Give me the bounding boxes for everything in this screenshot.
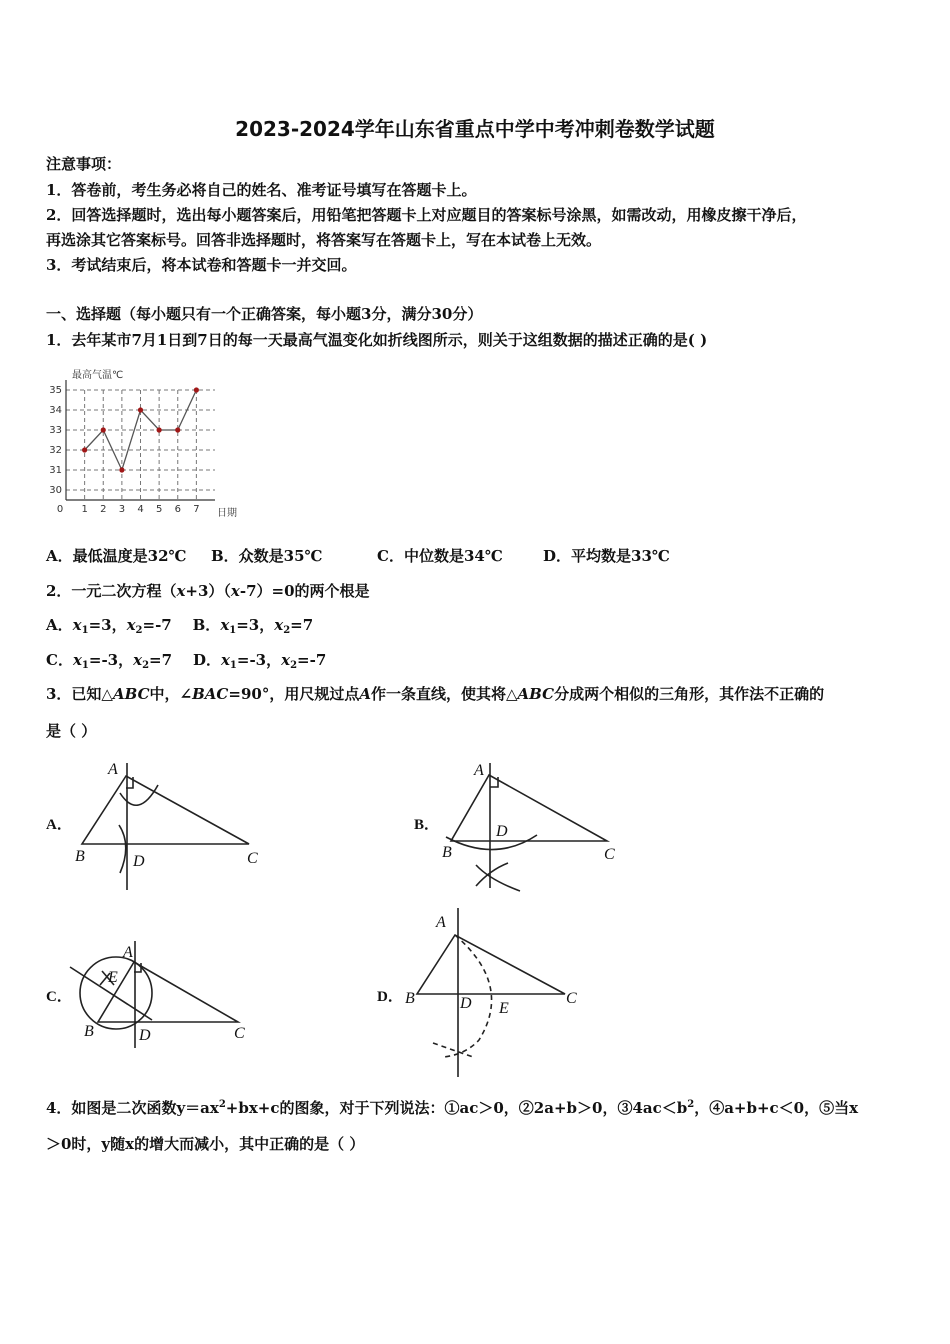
construction-arc-1 [120, 785, 158, 805]
triangle-abc [417, 935, 565, 994]
notice-item-1: 1．答卷前，考生务必将自己的姓名、准考证号填写在答题卡上。 [46, 181, 477, 199]
data-point [119, 467, 124, 472]
x-tick-label: 5 [155, 504, 163, 515]
construction-arc-3 [476, 863, 508, 886]
q3-option-b-label: B． [414, 817, 440, 833]
q3-option-a-label: A． [46, 817, 72, 833]
point-label-c: C [247, 850, 258, 867]
data-point [82, 447, 87, 452]
point-label-b: B [405, 990, 415, 1007]
triangle-abc [451, 775, 607, 841]
q3-figure-a[interactable] [40, 755, 280, 900]
q3-figure-c[interactable] [40, 935, 280, 1055]
construction-arc-2 [476, 865, 520, 891]
q2-stem: 2．一元二次方程（x+3）（x-7）=0的两个根是 [46, 582, 370, 600]
q3-figure-d[interactable] [373, 905, 613, 1085]
x-tick-label: 6 [174, 504, 181, 515]
construction-arc-2 [119, 825, 126, 873]
q2-option-d[interactable]: D．$x_1=-3$，$x_2=-7$ [192, 651, 327, 671]
point-label-c: C [234, 1025, 245, 1042]
y-tick-label: 33 [49, 425, 62, 436]
y-tick-label: 34 [49, 405, 62, 416]
q4-stem-line-1: 4．如图是二次函数$y=ax^2+bx+c$的图象，对于下列说法：①ac＞0，②2a+b＞0，$③4ac<b^2$，④a+b+c＜0，⑤当x [46, 1099, 859, 1117]
point-label-e: E [499, 1000, 509, 1017]
construction-mark [433, 1043, 473, 1057]
x-tick-label: 1 [81, 504, 88, 515]
temperature-line-chart [40, 365, 250, 525]
notice-item-3: 3．考试结束后，将本试卷和答题卡一并交回。 [46, 256, 357, 274]
triangle-abc [82, 776, 249, 844]
point-label-a: A [474, 762, 484, 779]
section-heading: 一、选择题（每小题只有一个正确答案，每小题3分，满分30分） [46, 305, 483, 323]
x-tick-label: 3 [118, 504, 126, 515]
y-tick-label: 32 [49, 445, 62, 456]
x-tick-label: 7 [193, 504, 200, 515]
x-tick-label: 4 [137, 504, 144, 515]
data-point [175, 427, 180, 432]
page-title: 2023-2024学年山东省重点中学中考冲刺卷数学试题 [235, 117, 715, 141]
notice-item-2: 2．回答选择题时，选出每小题答案后，用铅笔把答题卡上对应题目的答案标号涂黑，如需改动，用橡皮擦干净后， [46, 206, 807, 224]
notice-item-2-cont: 再选涂其它答案标号。回答非选择题时，将答案写在答题卡上，写在本试卷上无效。 [46, 231, 602, 249]
q1-option-d[interactable]: D．平均数是33℃ [543, 547, 670, 565]
q2-options-row-2 [46, 649, 326, 671]
y-tick-label: 31 [49, 465, 62, 476]
q3-figure-b[interactable] [410, 755, 650, 900]
y-tick-label: 35 [49, 385, 62, 396]
point-label-d: D [496, 823, 508, 840]
q3-stem-line-2: 是（ ） [46, 722, 97, 740]
point-label-b: B [442, 844, 452, 861]
y-axis-label: 最高气温℃ [72, 370, 124, 381]
x-axis-label: 日期 [217, 508, 237, 519]
q2-options-row-1 [46, 614, 313, 636]
q3-option-c-label: C． [46, 989, 72, 1005]
point-label-c: C [566, 990, 577, 1007]
triangle-abc [98, 962, 238, 1022]
point-label-d: D [139, 1027, 151, 1044]
q1-option-c[interactable]: C．中位数是34℃ [377, 547, 503, 565]
q1-stem: 1．去年某市7月1日到7日的每一天最高气温变化如折线图所示，则关于这组数据的描述正确的是( ) [46, 331, 708, 349]
data-point [101, 427, 106, 432]
q2-option-b[interactable]: B．$x_1=3$，$x_2=7$ [192, 616, 314, 636]
point-label-e: E [108, 969, 118, 986]
point-label-c: C [604, 846, 615, 863]
point-label-d: D [460, 995, 472, 1012]
y-tick-label: 30 [49, 485, 62, 496]
x-tick-label: 0 [56, 504, 64, 515]
data-point [194, 387, 199, 392]
point-label-b: B [84, 1023, 94, 1040]
q1-option-b[interactable]: B．众数是35℃ [211, 547, 323, 565]
point-label-a: A [108, 761, 118, 778]
q1-option-a[interactable]: A．最低温度是32℃ [46, 547, 187, 565]
point-label-a: A [123, 944, 133, 961]
data-point [138, 407, 143, 412]
q4-stem-line-2: ＞0时，y随x的增大而减小，其中正确的是（ ） [46, 1135, 365, 1153]
point-label-d: D [133, 853, 145, 870]
point-label-a: A [436, 914, 446, 931]
point-label-b: B [75, 848, 85, 865]
x-tick-label: 2 [100, 504, 107, 515]
construction-arc-1 [446, 835, 537, 850]
q2-option-a[interactable]: A．$x_1=3$，$x_2=-7$ [46, 616, 172, 636]
notice-heading: 注意事项： [46, 155, 122, 173]
q2-option-c[interactable]: C．$x_1=-3$，$x_2=7$ [46, 651, 173, 671]
data-point [157, 427, 162, 432]
q3-stem-line-1: 3．已知△ABC中，∠BAC=90°，用尺规过点A作一条直线，使其将△ABC分成两个相似的三角形，其作法不正确的 [46, 685, 825, 703]
q3-option-d-label: D． [377, 989, 403, 1005]
